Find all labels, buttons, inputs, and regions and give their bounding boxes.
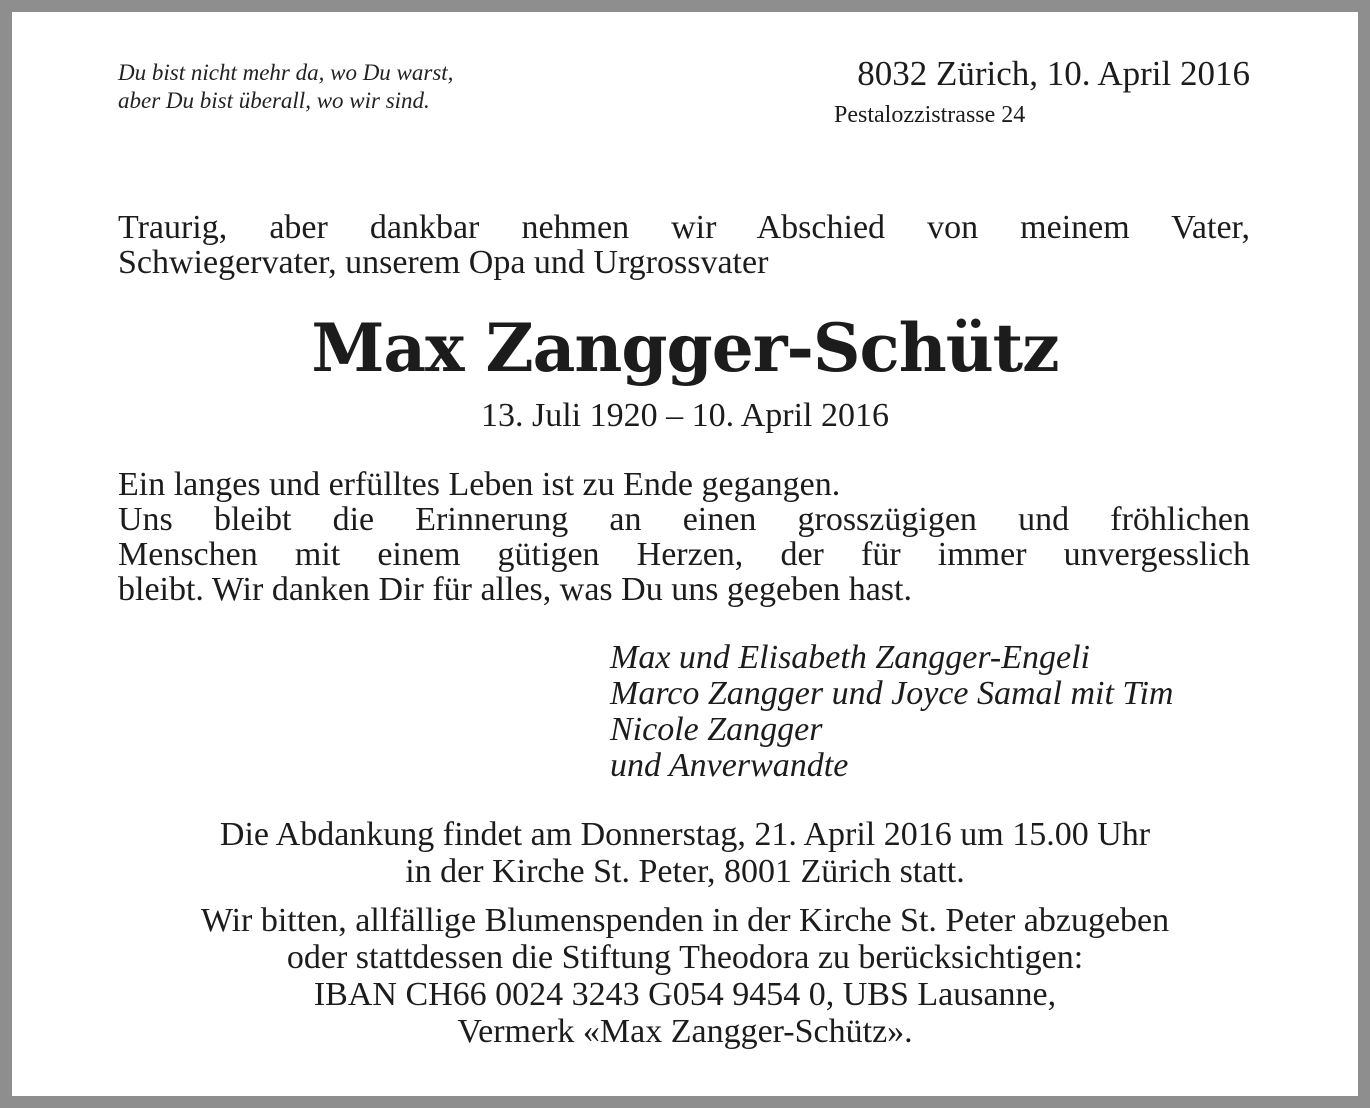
mourner-name: Max und Elisabeth Zangger-Engeli: [610, 639, 1090, 676]
intro-paragraph: [118, 210, 1250, 280]
ceremony-info: [12, 816, 1358, 890]
mourner-name: und Anverwandte: [610, 747, 849, 784]
donation-line: Wir bitten, allfällige Blumenspenden in der Kirche St. Peter abzugeben: [200, 902, 1170, 939]
donation-line: Vermerk «Max Zangger-Schütz».: [457, 1013, 913, 1050]
tribute-paragraph: [118, 467, 1250, 607]
ceremony-line: Die Abdankung findet am Donnerstag, 21. April 2016 um 15.00 Uhr: [219, 816, 1151, 853]
motto-line: aber Du bist überall, wo wir sind.: [118, 88, 430, 113]
tribute-line: Uns bleibt die Erinnerung an einen grosszügigen und fröhlichen: [118, 501, 1250, 538]
life-dates: 13. Juli 1920 – 10. April 2016: [480, 397, 890, 434]
ceremony-line: in der Kirche St. Peter, 8001 Zürich statt.: [405, 853, 965, 890]
tribute-line: Menschen mit einem gütigen Herzen, der für immer unvergesslich: [118, 536, 1250, 573]
deceased-name: Max Zangger-Schütz: [311, 309, 1059, 387]
mourners-list: [610, 640, 1173, 784]
donation-info: [12, 902, 1358, 1050]
tribute-line: bleibt. Wir danken Dir für alles, was Du uns gegeben hast.: [118, 571, 912, 608]
tribute-line: Ein langes und erfülltes Leben ist zu Ende gegangen.: [118, 466, 841, 503]
donation-line: IBAN CH66 0024 3243 G054 9454 0, UBS Lausanne,: [313, 976, 1057, 1013]
motto-quote: [118, 59, 453, 115]
intro-line: Schwiegervater, unserem Opa und Urgrossvater: [118, 244, 769, 281]
intro-line: Traurig, aber dankbar nehmen wir Abschied von meinem Vater,: [118, 209, 1250, 246]
motto-line: Du bist nicht mehr da, wo Du warst,: [118, 60, 454, 85]
address: Pestalozzistrasse 24: [834, 102, 1026, 128]
obituary-notice: [12, 12, 1358, 1096]
place-and-date: 8032 Zürich, 10. April 2016: [857, 54, 1250, 93]
mourner-name: Marco Zangger und Joyce Samal mit Tim: [610, 675, 1174, 712]
donation-line: oder stattdessen die Stiftung Theodora zu berücksichtigen:: [286, 939, 1084, 976]
mourner-name: Nicole Zangger: [610, 711, 823, 748]
